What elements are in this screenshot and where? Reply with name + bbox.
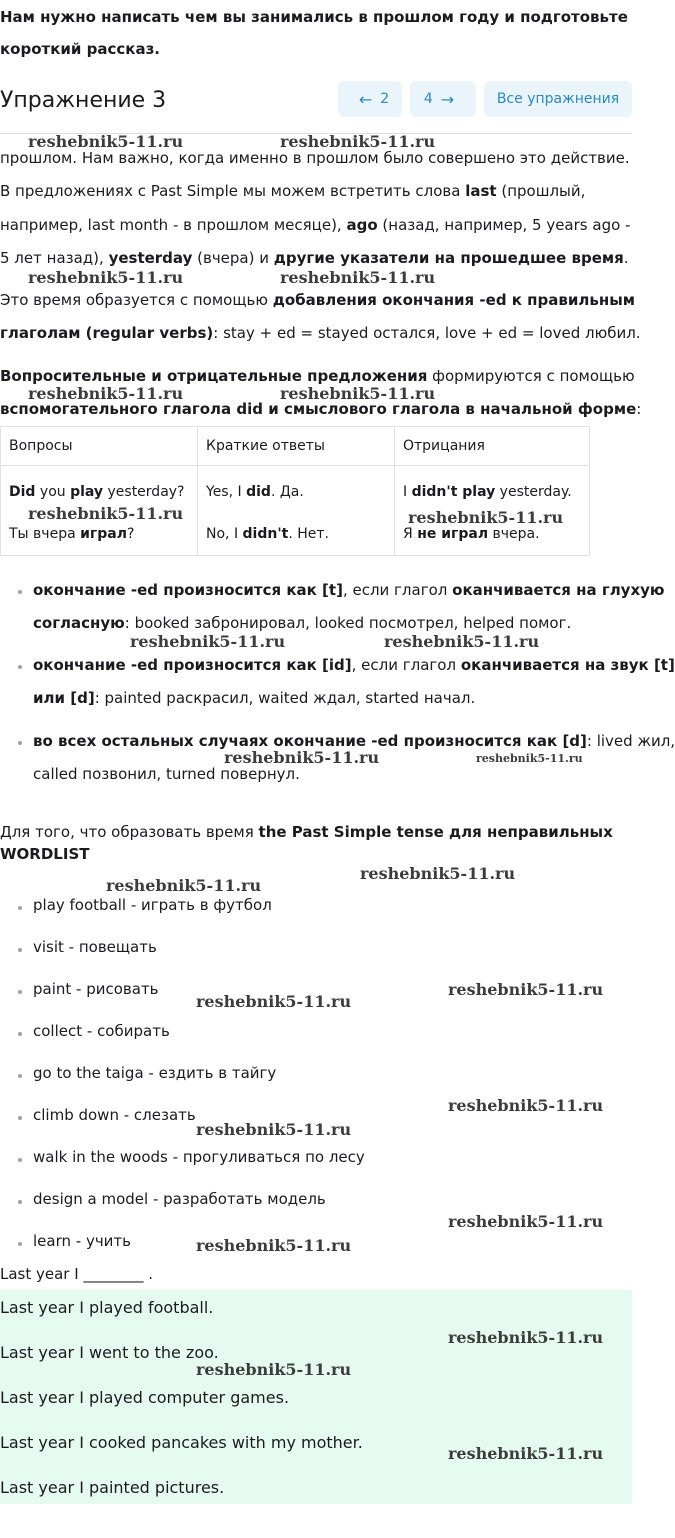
bullet-dot xyxy=(18,590,22,594)
bullet-dot xyxy=(18,741,22,745)
watermark: reshebnik5-11.ru xyxy=(448,1212,604,1231)
watermark: reshebnik5-11.ru xyxy=(448,1328,604,1347)
past-simple-table xyxy=(0,426,590,556)
table-header-row xyxy=(1,427,590,466)
exercise-prompt: Last year I ________ . xyxy=(0,1265,153,1283)
answer-line: Last year I went to the zoo. xyxy=(0,1343,219,1362)
wordlist-item: design a model - разработать модель xyxy=(33,1190,326,1208)
watermark: reshebnik5-11.ru xyxy=(196,992,352,1011)
bullet-dot xyxy=(18,1032,22,1036)
wordlist-item: climb down - слезать xyxy=(33,1106,196,1124)
watermark: reshebnik5-11.ru xyxy=(448,1444,604,1463)
watermark: reshebnik5-11.ru xyxy=(196,1360,352,1379)
wordlist-item: collect - собирать xyxy=(33,1022,170,1040)
watermark: reshebnik5-11.ru xyxy=(448,1096,604,1115)
answer-line: Last year I played football. xyxy=(0,1298,214,1317)
watermark: reshebnik5-11.ru xyxy=(28,504,184,523)
watermark: reshebnik5-11.ru xyxy=(28,384,184,403)
theory-paragraph-4-line2: вспомогательного глагола did и смыслового глагола в начальной форме: xyxy=(0,400,642,418)
watermark: reshebnik5-11.ru xyxy=(280,132,436,151)
watermark: reshebnik5-11.ru xyxy=(196,1236,352,1255)
bullet-dot xyxy=(18,1200,22,1204)
arrow-right-icon: → xyxy=(440,89,455,109)
answer-block xyxy=(0,1290,632,1504)
table-cell-negations: I didn't play yesterday. Я не играл вчера. xyxy=(395,466,590,556)
watermark: reshebnik5-11.ru xyxy=(360,864,516,883)
pron-rule-2-line2: или [d]: painted раскрасил, waited ждал, started начал. xyxy=(33,689,476,707)
irregular-verbs-text: Для того, что образовать время the Past Simple tense для неправильных xyxy=(0,823,613,841)
bullet-dot xyxy=(18,1116,22,1120)
pron-rule-1-line2: согласную: booked забронировал, looked посмотрел, helped помог. xyxy=(33,614,572,632)
next-exercise-number: 4 xyxy=(423,91,433,107)
pron-rule-2-line1: окончание -ed произносится как [id], если глагол оканчивается на звук [t] xyxy=(33,656,675,674)
table-cell-short-answers: Yes, I did. Да. No, I didn't. Нет. xyxy=(198,466,395,556)
theory-paragraph-2-line3: 5 лет назад), yesterday (вчера) и другие указатели на прошедшее время. xyxy=(0,249,629,267)
wordlist-item: paint - рисовать xyxy=(33,980,159,998)
watermark: reshebnik5-11.ru xyxy=(408,508,564,527)
bullet-dot xyxy=(18,1158,22,1162)
next-exercise-button[interactable] xyxy=(410,81,476,117)
table-header-negations: Отрицания xyxy=(395,427,590,466)
bullet-dot xyxy=(18,990,22,994)
theory-paragraph-4-line1: Вопросительные и отрицательные предложения формируются с помощью xyxy=(0,367,635,385)
all-exercises-button[interactable]: Все упражнения xyxy=(484,81,632,117)
answer-line: Last year I played computer games. xyxy=(0,1388,290,1407)
watermark: reshebnik5-11.ru xyxy=(130,632,286,651)
wordlist-item: learn - учить xyxy=(33,1232,132,1250)
answer-line: Last year I cooked pancakes with my mother. xyxy=(0,1433,363,1452)
watermark: reshebnik5-11.ru xyxy=(28,132,184,151)
theory-paragraph-2-line2: например, last month - в прошлом месяце), ago (назад, например, 5 years ago - xyxy=(0,216,631,234)
exercise-title: Упражнение 3 xyxy=(0,88,167,113)
theory-paragraph-2-line1: В предложениях с Past Simple мы можем встретить слова last (прошлый, xyxy=(0,182,586,200)
task-text-line2: короткий рассказ. xyxy=(0,40,161,58)
watermark: reshebnik5-11.ru xyxy=(384,632,540,651)
watermark: reshebnik5-11.ru xyxy=(448,980,604,999)
pron-rule-1-line1: окончание -ed произносится как [t], если глагол оканчивается на глухую xyxy=(33,581,665,599)
prev-exercise-number: 2 xyxy=(380,91,390,107)
wordlist-item: go to the taiga - ездить в тайгу xyxy=(33,1064,277,1082)
arrow-left-icon: ← xyxy=(358,89,373,109)
watermark: reshebnik5-11.ru xyxy=(476,752,583,765)
theory-paragraph-1: прошлом. Нам важно, когда именно в прошлом было совершено это действие. xyxy=(0,149,630,167)
watermark: reshebnik5-11.ru xyxy=(106,876,262,895)
watermark: reshebnik5-11.ru xyxy=(28,268,184,287)
bullet-dot xyxy=(18,948,22,952)
bullet-dot xyxy=(18,906,22,910)
wordlist-title: WORDLIST xyxy=(0,845,90,863)
wordlist-item: visit - повещать xyxy=(33,938,157,956)
table-header-short-answers: Краткие ответы xyxy=(198,427,395,466)
wordlist-item: walk in the woods - прогуливаться по лесу xyxy=(33,1148,365,1166)
table-cell-questions: Did you play yesterday? Ты вчера играл? xyxy=(1,466,198,556)
pron-rule-3-line2: called позвонил, turned повернул. xyxy=(33,765,300,783)
bullet-dot xyxy=(18,665,22,669)
pron-rule-3-line1: во всех остальных случаях окончание -ed произносится как [d]: lived жил, xyxy=(33,732,675,750)
watermark: reshebnik5-11.ru xyxy=(280,384,436,403)
theory-paragraph-3-line1: Это время образуется с помощью добавления окончания -ed к правильным xyxy=(0,291,636,309)
watermark: reshebnik5-11.ru xyxy=(224,748,380,767)
bullet-dot xyxy=(18,1242,22,1246)
wordlist-item: play football - играть в футбол xyxy=(33,896,272,914)
prev-exercise-button[interactable] xyxy=(338,81,402,117)
answer-line: Last year I painted pictures. xyxy=(0,1478,225,1497)
watermark: reshebnik5-11.ru xyxy=(280,268,436,287)
theory-paragraph-3-line2: глаголам (regular verbs): stay + ed = stayed остался, love + ed = loved любил. xyxy=(0,324,641,342)
bullet-dot xyxy=(18,1074,22,1078)
watermark: reshebnik5-11.ru xyxy=(196,1120,352,1139)
table-header-questions: Вопросы xyxy=(1,427,198,466)
task-text-line1: Нам нужно написать чем вы занимались в прошлом году и подготовьте xyxy=(0,8,628,26)
